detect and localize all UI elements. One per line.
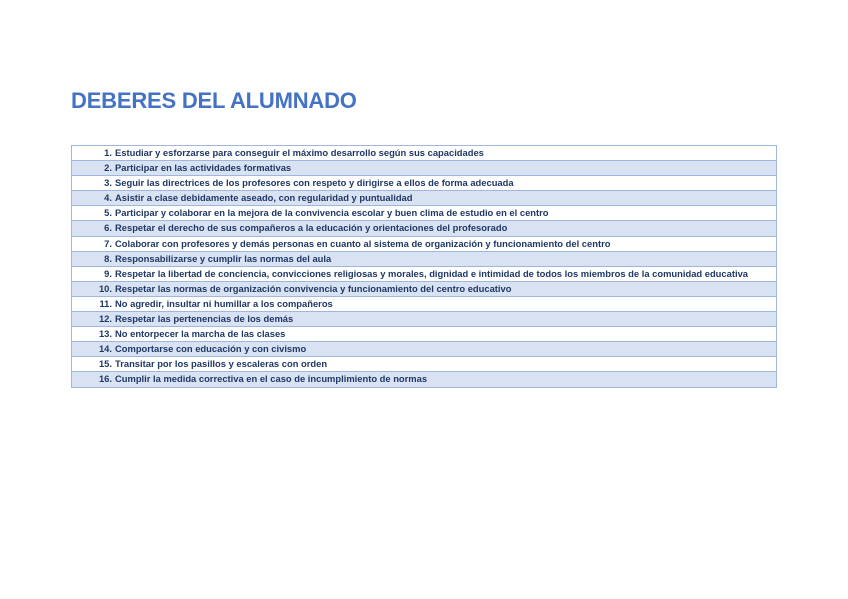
- duty-row: [72, 312, 776, 327]
- duty-number: 3.: [104, 177, 112, 189]
- duty-row: [72, 237, 776, 252]
- duty-number: 2.: [104, 162, 112, 174]
- duty-row: [72, 161, 776, 176]
- duty-number: 1.: [104, 147, 112, 158]
- duty-row: [72, 297, 776, 312]
- duty-text: Participar y colaborar en la mejora de la convivencia escolar y buen clima de estudio en el centro: [115, 207, 549, 219]
- duty-number: 12.: [98, 313, 112, 325]
- duty-number: 7.: [104, 237, 112, 249]
- duty-row: [72, 282, 776, 297]
- duty-row: [72, 221, 776, 236]
- duty-text: Respetar la libertad de conciencia, convicciones religiosas y morales, dignidad e intimidad de todos los miembros de la comunidad educativa: [115, 267, 748, 279]
- duty-number: 6.: [104, 222, 112, 234]
- duty-text: No agredir, insultar ni humillar a los compañeros: [115, 297, 333, 309]
- duty-text: Transitar por los pasillos y escaleras con orden: [115, 358, 328, 370]
- duty-row: [72, 357, 776, 372]
- duty-row: [72, 176, 776, 191]
- duty-row: [72, 206, 776, 221]
- duty-text: Estudiar y esforzarse para conseguir el máximo desarrollo según sus capacidades: [115, 147, 484, 158]
- duty-text: Cumplir la medida correctiva en el caso de incumplimiento de normas: [115, 373, 428, 385]
- duty-text: Respetar las pertenencias de los demás: [115, 313, 294, 325]
- duty-text: Responsabilizarse y cumplir las normas del aula: [115, 252, 332, 264]
- page-title: DEBERES DEL ALUMNADO: [71, 88, 357, 113]
- duty-text: Asistir a clase debidamente aseado, con regularidad y puntualidad: [115, 192, 413, 204]
- duty-row: [72, 267, 776, 282]
- duty-number: 8.: [104, 252, 112, 264]
- duty-row: [72, 191, 776, 206]
- duty-row: [72, 327, 776, 342]
- duty-number: 15.: [98, 358, 112, 370]
- duty-text: Colaborar con profesores y demás personas en cuanto al sistema de organización y funcionamiento del centro: [115, 237, 611, 249]
- duty-text: No entorpecer la marcha de las clases: [115, 328, 286, 340]
- duty-text: Comportarse con educación y con civismo: [115, 343, 307, 355]
- duty-number: 11.: [99, 297, 112, 309]
- duty-text: Seguir las directrices de los profesores con respeto y dirigirse a ellos de forma adecuada: [115, 177, 514, 189]
- duty-number: 9.: [104, 267, 112, 279]
- duty-number: 13.: [98, 328, 112, 340]
- duty-text: Respetar el derecho de sus compañeros a la educación y orientaciones del profesorado: [115, 222, 508, 234]
- duty-number: 5.: [104, 207, 112, 219]
- duty-row: [72, 342, 776, 357]
- duty-number: 4.: [104, 192, 112, 204]
- duty-row: [72, 252, 776, 267]
- duty-number: 14.: [98, 343, 112, 355]
- duty-number: 10.: [98, 282, 112, 294]
- duties-table: [71, 145, 777, 388]
- duty-row: [72, 146, 776, 161]
- duty-row: [72, 372, 776, 387]
- duty-text: Respetar las normas de organización convivencia y funcionamiento del centro educativo: [115, 282, 512, 294]
- duty-text: Participar en las actividades formativas: [115, 162, 292, 174]
- duty-number: 16.: [98, 373, 112, 385]
